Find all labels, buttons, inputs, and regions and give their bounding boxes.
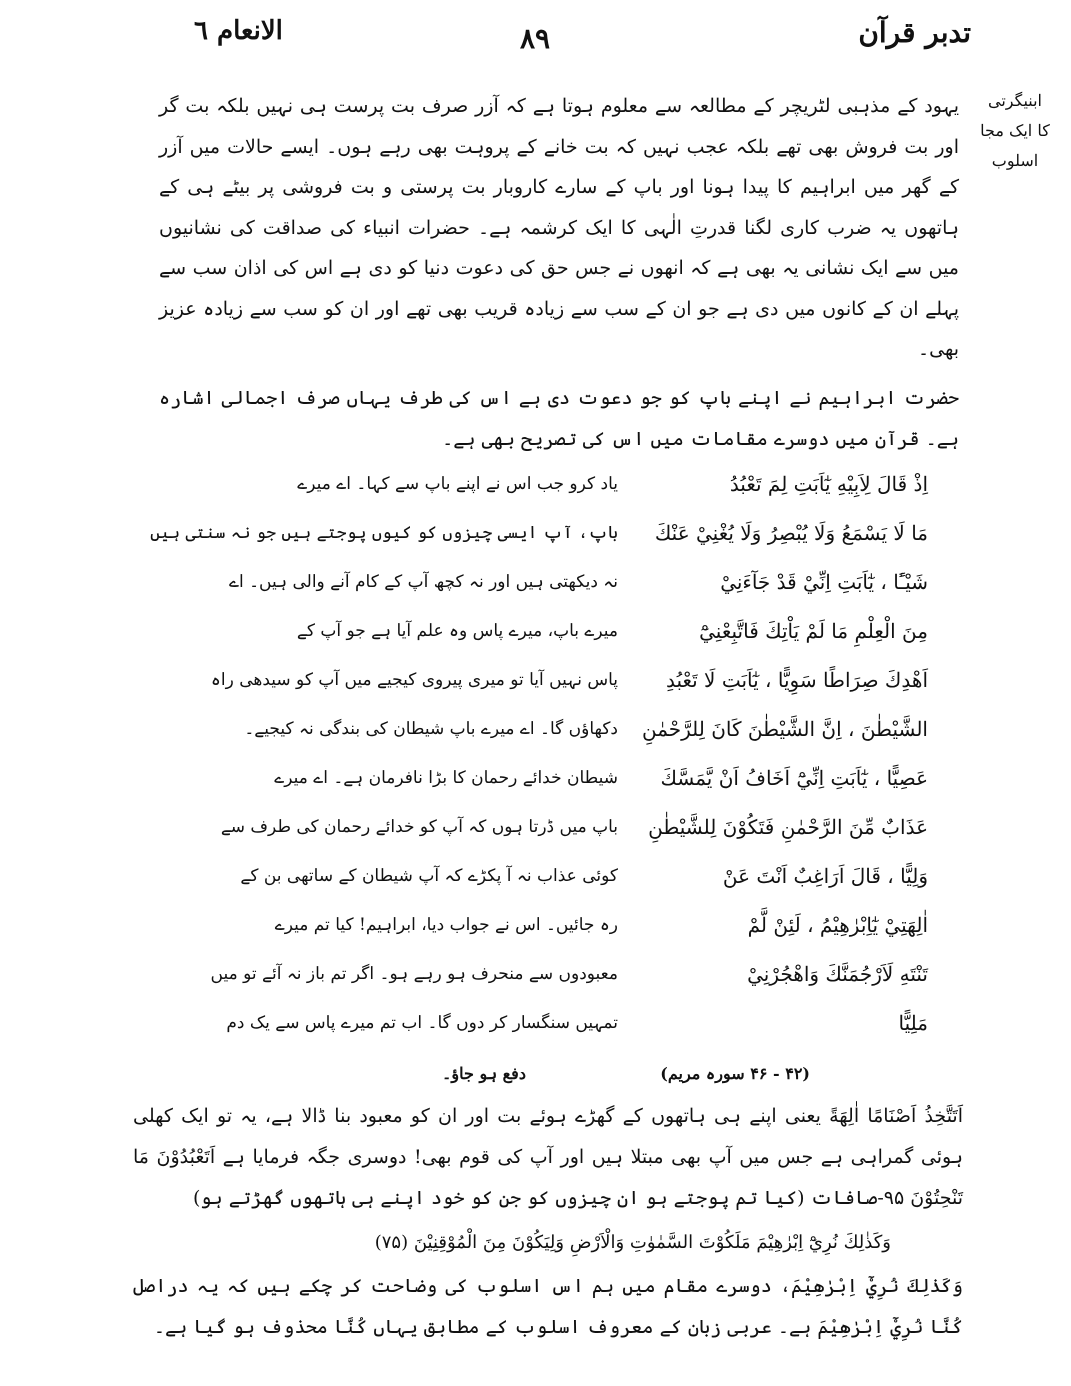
quote-row <box>220 805 928 855</box>
quote-row <box>228 462 928 512</box>
paragraph-azar: یہود کے مذہبی لٹریچر کے مطالعہ سے معلوم ہوتا ہے کہ آزر صرف بت پرست ہی نہیں بلکہ بت گر اور بت فروش بھی تھے بلکہ عجب نہیں کہ بت خانے کے پروہت بھی رہے ہوں۔ ایسے حالات میں آزر کے گھر میں ابراہیم کا پیدا ہونا اور باپ کے سارے کاروبار بت پرستی و بت فروشی پر بیٹے ہی کے ہاتھوں یہ ضرب کاری لگنا قدرتِ الٰہی کا ایک کرشمہ ہے۔ حضرات انبیاء کی صداقت کی نشانیوں میں سے ایک نشانی یہ بھی ہے کہ انھوں نے جس حق کی دعوت دنیا کو دی ہے اس کی اذان سب سے پہلے ان کے کانوں میں دی ہے جو ان کے سب سے زیادہ قریب بھی تھے اور ان کو سب سے زیادہ عزیز بھی۔ <box>159 95 959 360</box>
margin-note-line: کا ایک مجا <box>980 121 1050 140</box>
book-title: تدبر قرآن <box>858 16 971 49</box>
quote-arabic-line: اَهْدِكَ صِرَاطًا سَوِيًّا ، يٰٓاَبَتِ لَا تَعْبُدِ <box>665 668 928 692</box>
quote-translation-line: کوئی عذاب نہ آ پکڑے کہ آپ شیطان کے ساتھی بن کے <box>240 866 618 886</box>
quote-translation-line: تمہیں سنگسار کر دوں گا۔ اب تم میرے پاس سے یک دم <box>226 1013 618 1033</box>
quran-quote-block <box>150 462 928 1052</box>
page-number: ۸۹ <box>520 22 551 55</box>
quote-arabic-line: عَصِيًّا ، يٰٓاَبَتِ اِنِّيْٓ اَخَافُ اَنْ يَّمَسَّكَ <box>660 766 928 790</box>
quote-arabic-line: مِنَ الْعِلْمِ مَا لَمْ يَاْتِكَ فَاتَّبِعْنِيْٓ <box>699 619 928 643</box>
quote-row <box>228 903 928 953</box>
quote-row <box>228 854 928 904</box>
quote-row <box>228 707 928 757</box>
quote-row <box>210 952 928 1002</box>
quote-row <box>228 560 928 610</box>
quote-row <box>150 511 928 561</box>
quote-row <box>228 756 928 806</box>
quote-translation-line: دکھاؤں گا۔ اے میرے باپ شیطان کی بندگی نہ کیجیے۔ <box>244 719 618 739</box>
quote-arabic-line: شَيْـًٔا ، يٰٓاَبَتِ اِنِّيْ قَدْ جَآءَنِيْ <box>720 570 928 594</box>
paragraph-invitation: حضرت ابراہیم نے اپنے باپ کو جو دعوت دی ہے اس کی طرف یہاں صرف اجمالی اشارہ ہے۔ قرآن میں دوسرے مقامات میں اس کی تصریح بھی ہے۔ <box>159 387 959 450</box>
quote-reference: (۴۲ - ۴۶ سورہ مریم) <box>660 1064 810 1083</box>
margin-note-line: ابنیگرتی <box>987 91 1042 110</box>
quote-translation-line: باپ میں ڈرتا ہوں کہ آپ کو خدائے رحمان کی طرف سے <box>220 817 618 837</box>
quote-arabic-line: مَلِيًّا <box>898 1011 928 1035</box>
verse-75: وَكَذٰلِكَ نُرِيْٓ اِبْرٰهِيْمَ مَلَكُوْتَ السَّمٰوٰتِ وَالْاَرْضِ وَلِيَكُوْنَ مِنَ الْمُوْقِنِيْنَ (۷۵) <box>374 1232 891 1253</box>
quote-translation-line: نہ دیکھتی ہیں اور نہ کچھ آپ کے کام آنے والی ہیں۔ اے <box>229 572 618 592</box>
quote-arabic-line: مَا لَا يَسْمَعُ وَلَا يُبْصِرُ وَلَا يُغْنِيْ عَنْكَ <box>654 521 928 545</box>
quote-arabic-line: الشَّيْطٰنَ ، اِنَّ الشَّيْطٰنَ كَانَ لِلرَّحْمٰنِ <box>641 717 928 741</box>
paragraph-style-note: وَكَذٰلِكَ نُرِيْٓ اِبْرٰهِيْمَ، دوسرے مقام میں ہم اس اسلوب کی وضاحت کر چکے ہیں کہ یہ دراصل كُنَّا نُرِيْٓ اِبْرٰهِيْمَ ہے۔ عربی زبان کے معروف اسلوب کے مطابق یہاں كُنَّا محذوف ہو گیا ہے۔ <box>133 1275 963 1338</box>
quote-translation-line: میرے باپ، میرے پاس وہ علم آیا ہے جو آپ کے <box>296 621 618 641</box>
quote-translation-line: رہ جائیں۔ اس نے جواب دیا، ابراہیم! کیا تم میرے <box>274 915 618 935</box>
quote-row <box>228 609 928 659</box>
margin-note-line: اسلوب <box>991 151 1039 170</box>
quote-translation-line: پاس نہیں آیا تو میری پیروی کیجیے میں آپ کو سیدھی راہ <box>210 670 618 690</box>
paragraph-idols: اَتَتَّخِذُ اَصْنَامًا اٰلِهَةً یعنی اپنے ہی ہاتھوں کے گھڑے ہوئے بت اور ان کو معبود بنا ڈالا ہے، یہ تو ایک کھلی ہوئی گمراہی ہے جس میں آپ بھی مبتلا ہیں اور آپ کی قوم بھی! دوسری جگہ فرمایا ہے اَتَعْبُدُوْنَ مَا تَنْحِتُوْنَ ۹۵-صافات (کیا تم پوجتے ہو ان چیزوں کو جن کو خود اپنے ہی ہاتھوں گھڑتے ہو) <box>133 1105 963 1209</box>
quote-arabic-line: اِذْ قَالَ لِاَبِيْهِ يٰٓاَبَتِ لِمَ تَعْبُدُ <box>729 472 928 496</box>
quote-row <box>210 658 928 708</box>
quote-translation-line: معبودوں سے منحرف ہو رہے ہو۔ اگر تم باز نہ آئے تو میں <box>210 964 618 984</box>
surah-heading: الانعام ٦ <box>194 16 283 46</box>
quote-arabic-line: اٰلِهَتِيْ يٰٓاِبْرٰهِيْمُ ، لَئِنْ لَّمْ <box>747 913 928 937</box>
quote-arabic-line: عَذَابٌ مِّنَ الرَّحْمٰنِ فَتَكُوْنَ لِلشَّيْطٰنِ <box>648 815 928 839</box>
quote-arabic-line: وَلِيًّا ، قَالَ اَرَاغِبٌ اَنْتَ عَنْ <box>722 864 928 888</box>
quote-translation-line: یاد کرو جب اس نے اپنے باپ سے کہا۔ اے میرے <box>297 474 618 494</box>
quote-ending: دفع ہو جاؤ۔ <box>442 1064 526 1083</box>
quote-arabic-line: تَنْتَهِ لَاَرْجُمَنَّكَ وَاهْجُرْنِيْ <box>747 962 928 986</box>
quote-translation-line: شیطان خدائے رحمان کا بڑا نافرمان ہے۔ اے میرے <box>274 768 618 788</box>
quote-translation-line: باپ، آپ ایسی چیزوں کو کیوں پوجتے ہیں جو نہ سنتی ہیں <box>150 523 618 543</box>
quote-row <box>228 1001 928 1051</box>
margin-note <box>969 86 1061 176</box>
